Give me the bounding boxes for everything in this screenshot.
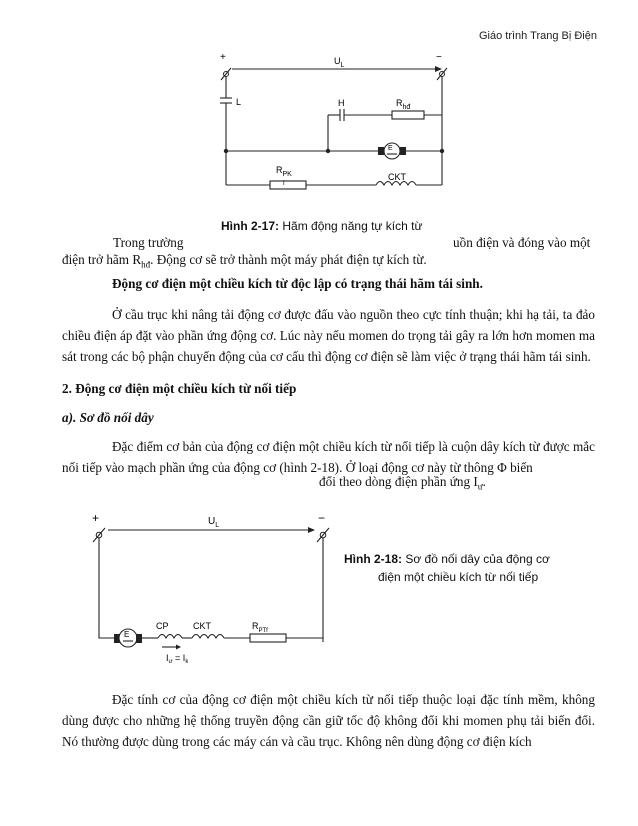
rpk-resistor xyxy=(270,181,306,189)
ul-label: $U_L$ xyxy=(334,56,345,69)
para3: Đặc điểm cơ bản của động cơ điện một chiều kích từ nối tiếp là cuộn dây kích từ được mắc nối tiếp vào mạch phần ứng của động cơ (hình 2-18). Ở loại động cơ này từ thông Φ biến xyxy=(62,439,595,475)
para1-line1-start: Trong trường xyxy=(113,235,184,250)
junction-dot-right xyxy=(440,149,444,153)
para1-line1-end: uồn điện và đóng vào một xyxy=(453,235,591,250)
motor-brush-right xyxy=(136,634,142,643)
ckt-label: CKT xyxy=(193,621,211,631)
section-2-heading: 2. Động cơ điện một chiều kích từ nối tiếp xyxy=(62,381,297,396)
figure-2-18-caption: Hình 2-18: Sơ đồ nối dây của động cơ điện một chiều kích từ nối tiếp xyxy=(344,552,550,584)
voltage-arrowhead xyxy=(435,66,442,72)
ckt-coil-icon xyxy=(376,182,416,186)
cp-coil-icon xyxy=(158,635,182,639)
para2: Ở cầu trục khi nâng tải động cơ được đấu vào nguồn theo cực tính thuận; khi hạ tải, ta đảo chiều điện áp đặt vào phần ứng động cơ. Lúc này nếu momen do trọng tải gây ra lớn hơn momen ma sát trong các bộ phận chuyển động của cơ cấu thì động cơ điện sẽ làm việc ở trạng thái hãm tái sinh. xyxy=(62,307,595,364)
rptf-label: $R_{PTf}$ xyxy=(252,621,268,634)
subsection-a-heading: a). Sơ đồ nối dây xyxy=(62,410,154,425)
minus-terminal-label: − xyxy=(318,511,326,525)
current-label: $I_ư = I_k$ xyxy=(166,653,189,665)
motor-e-label: E xyxy=(124,630,130,639)
l-contact-label: L xyxy=(236,97,242,107)
ul-label: $U_L$ xyxy=(208,516,220,529)
motor-e-label: E xyxy=(388,145,393,152)
plus-terminal-label: + xyxy=(92,511,100,525)
rpk-label: $R_{PK}$ xyxy=(276,165,292,178)
junction-dot-h xyxy=(326,149,330,153)
h-contact-label: H xyxy=(338,98,345,108)
para1-line2: điện trở hãm $R_{hđ}$. Động cơ sẽ trở thành một máy phát điện tự kích từ. xyxy=(62,252,427,270)
plus-terminal-label: + xyxy=(220,52,226,63)
minus-terminal-label: − xyxy=(436,52,442,63)
para4: Đặc tính cơ của động cơ điện một chiều kích từ nối tiếp thuộc loại đặc tính mềm, không dùng được cho những hệ thống truyền động cần giữ tốc độ không đổi khi momen phụ tải biến đổi. Nó thường được dùng trong các máy cán và cầu trục. Không nên dùng động cơ điện kích xyxy=(62,692,595,749)
cp-label: CP xyxy=(156,621,169,631)
figure-2-17-circuit xyxy=(210,52,460,202)
left-to-motor-wire xyxy=(99,626,114,638)
figure-2-17-caption: Hình 2-17: Hãm động năng tự kích từ xyxy=(217,219,427,233)
figure-2-18-circuit xyxy=(80,510,340,670)
para3-line3: đổi theo dòng điện phần ứng $I_ư$. xyxy=(319,474,486,492)
motor-brush-right xyxy=(400,147,406,155)
rptf-resistor xyxy=(250,634,286,642)
ckt-label: CKT xyxy=(388,172,406,182)
current-arrowhead xyxy=(176,645,181,650)
voltage-arrowhead xyxy=(308,527,315,533)
motor-brush-left xyxy=(378,147,384,155)
junction-dot-left xyxy=(224,149,228,153)
bullet-heading: Động cơ điện một chiều kích từ độc lập có trạng thái hãm tái sinh. xyxy=(112,276,483,291)
running-header: Giáo trình Trang Bị Điện xyxy=(478,30,597,42)
ckt-coil-icon xyxy=(192,635,224,639)
t-label: T xyxy=(282,181,286,187)
rhd-resistor xyxy=(392,111,424,119)
rhd-label: $R_{hđ}$ xyxy=(396,98,411,111)
